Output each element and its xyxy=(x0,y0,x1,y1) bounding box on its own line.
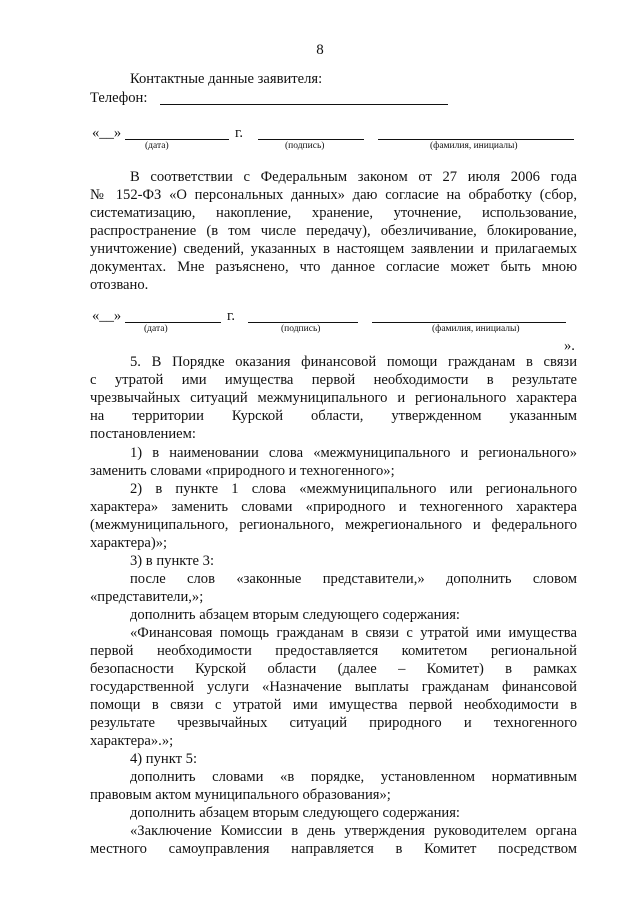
date-line-1 xyxy=(125,139,229,140)
page-number: 8 xyxy=(316,42,324,58)
signature-line-2 xyxy=(248,322,358,323)
caption-name-1: (фамилия, инициалы) xyxy=(430,141,518,151)
amendment-line: «Финансовая помощь гражданам в связи с утратой ими имущества xyxy=(130,625,577,641)
amendment-line: 1) в наименовании слова «межмуниципального и регионального» xyxy=(130,445,577,461)
caption-date-2: (дата) xyxy=(144,324,168,334)
amendment-line: результате чрезвычайных ситуаций природного и техногенного xyxy=(90,715,577,731)
amendment-line: «представители,»; xyxy=(90,589,204,605)
amendment-line: дополнить словами «в порядке, установленном нормативным xyxy=(130,769,577,785)
amendment-line: после слов «законные представители,» дополнить словом xyxy=(130,571,577,587)
amendment-line: с утратой ими имущества первой необходимости в результате xyxy=(90,372,577,388)
date-prefix-2: «__» xyxy=(92,308,122,324)
closing-quote: ». xyxy=(564,338,575,354)
name-line-2 xyxy=(372,322,566,323)
year-suffix-1: г. xyxy=(235,125,243,141)
consent-line: уничтожение) сведений, указанных в настоящем заявлении и прилагаемых xyxy=(90,241,577,257)
consent-line: № 152-ФЗ «О персональных данных» даю согласие на обработку (сбор, xyxy=(90,187,577,203)
phone-label: Телефон: xyxy=(90,90,148,106)
amendment-line: правовым актом муниципального образования»; xyxy=(90,787,391,803)
amendment-line: постановлением: xyxy=(90,426,196,442)
amendment-line: дополнить абзацем вторым следующего содержания: xyxy=(130,607,460,623)
amendment-line: помощи в связи с утратой ими имущества первой необходимости в xyxy=(90,697,577,713)
name-line-1 xyxy=(378,139,574,140)
amendment-line: «Заключение Комиссии в день утверждения руководителем органа xyxy=(130,823,577,839)
amendment-line: характера)»; xyxy=(90,535,168,551)
phone-field-line xyxy=(160,104,448,105)
signature-line-1 xyxy=(258,139,364,140)
amendment-line: 4) пункт 5: xyxy=(130,751,197,767)
amendment-line: характера».»; xyxy=(90,733,174,749)
amendment-line: безопасности Курской области (далее – Комитет) в рамках xyxy=(90,661,577,677)
consent-line: отозвано. xyxy=(90,277,149,293)
amendment-line: первой необходимости предоставляется комитетом региональной xyxy=(90,643,577,659)
consent-line: систематизацию, накопление, хранение, уточнение, использование, xyxy=(90,205,577,221)
amendment-line: 5. В Порядке оказания финансовой помощи гражданам в связи xyxy=(130,354,577,370)
caption-date-1: (дата) xyxy=(145,141,169,151)
amendment-line: дополнить абзацем вторым следующего содержания: xyxy=(130,805,460,821)
contact-heading: Контактные данные заявителя: xyxy=(130,71,323,87)
consent-line: В соответствии с Федеральным законом от 27 июля 2006 года xyxy=(130,169,577,185)
amendment-line: 2) в пункте 1 слова «межмуниципального или регионального xyxy=(130,481,577,497)
amendment-line: государственной услуги «Назначение выплаты гражданам финансовой xyxy=(90,679,577,695)
date-line-2 xyxy=(125,322,221,323)
caption-signature-2: (подпись) xyxy=(281,324,321,334)
caption-signature-1: (подпись) xyxy=(285,141,325,151)
consent-line: документах. Мне разъяснено, что данное согласие может быть мною xyxy=(90,259,577,275)
amendment-line: (межмуниципального, регионального, межрегионального и федерального xyxy=(90,517,577,533)
amendment-line: чрезвычайных ситуаций межмуниципального и регионального характера xyxy=(90,390,577,406)
caption-name-2: (фамилия, инициалы) xyxy=(432,324,520,334)
amendment-line: на территории Курской области, утвержденном указанным xyxy=(90,408,577,424)
amendment-line: 3) в пункте 3: xyxy=(130,553,215,569)
amendment-line: местного самоуправления направляется в Комитет посредством xyxy=(90,841,577,857)
amendment-line: характера» заменить словами «природного и техногенного характера xyxy=(90,499,577,515)
consent-line: распространение (в том числе передачу), обезличивание, блокирование, xyxy=(90,223,577,239)
amendment-line: заменить словами «природного и техногенного»; xyxy=(90,463,395,479)
date-prefix-1: «__» xyxy=(92,125,122,141)
year-suffix-2: г. xyxy=(227,308,235,324)
